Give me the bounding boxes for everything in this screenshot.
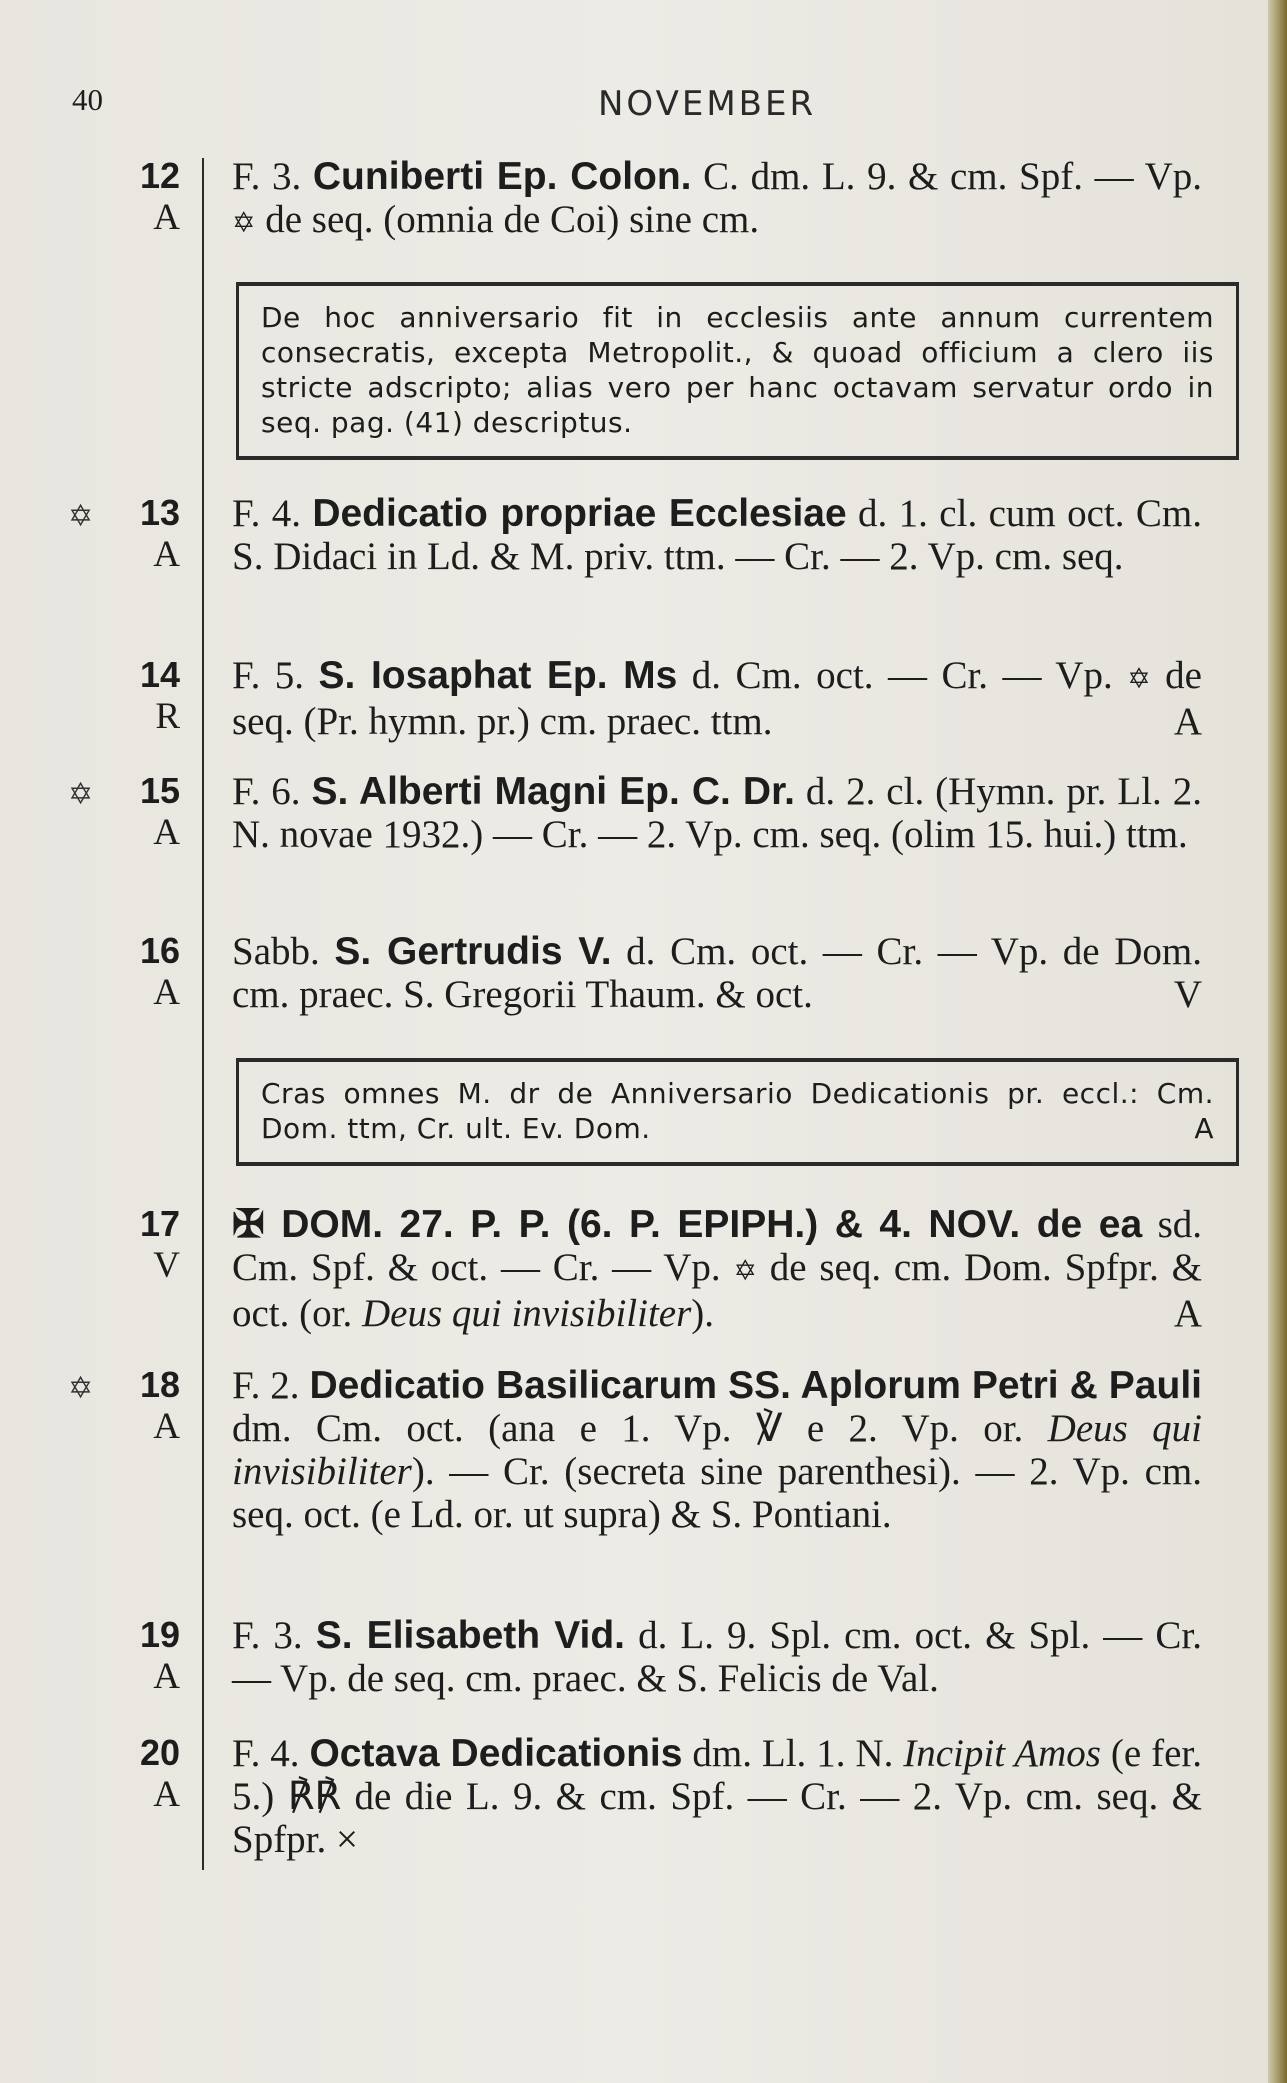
- entry-day-15: [232, 770, 1202, 856]
- rubric-text: ). — Cr. (secreta sine parenthesi). — 2. Vp. cm. seq. oct. (e Ld. or. ut supra) & S. Pontiani.: [232, 1450, 1202, 1536]
- day-letter: A: [153, 812, 180, 853]
- entry-day-18: [232, 1364, 1202, 1536]
- page-number: 40: [72, 82, 103, 117]
- day-letter: R: [155, 696, 180, 737]
- feria-label: F. 4.: [232, 492, 313, 535]
- day-marker: [60, 492, 180, 576]
- feast-title: Dedicatio Basilicarum SS. Aplorum Petri & Pauli: [309, 1364, 1202, 1407]
- entry-day-20: [232, 1732, 1202, 1861]
- rubric-text: de seq. cm. Dom. Spfpr. & oct. (or.: [232, 1246, 1202, 1335]
- day-number: 19: [139, 1614, 180, 1655]
- rubric-text: sd. Cm. Spf. & oct. — Cr. — Vp.: [232, 1203, 1203, 1289]
- feria-label: F. 5.: [232, 654, 319, 697]
- notice-text: Cras omnes M. dr de Anniversario Dedicationis pr. eccl.: Cm. Dom. ttm, Cr. ult. Ev. Dom.: [261, 1077, 1214, 1145]
- entry-day-12: [232, 155, 1202, 244]
- rubric-text: d. L. 9. Spl. cm. oct. & Spl. — Cr. — Vp. de seq. cm. praec. & S. Felicis de Val.: [232, 1614, 1202, 1700]
- entry-day-16: [232, 930, 1202, 1016]
- rubric-text: d. 2. cl. (Hymn. pr. Ll. 2. N. novae 1932.) — Cr. — 2. Vp. cm. seq. (olim 15. hui.) ttm.: [232, 770, 1202, 856]
- incipit-text: Incipit Amos: [903, 1732, 1101, 1775]
- feast-title: S. Elisabeth Vid.: [315, 1614, 626, 1657]
- colour-tag: A: [1173, 700, 1202, 743]
- incipit-text: Deus qui invisibiliter: [361, 1292, 692, 1335]
- feast-title: S. Gertrudis V.: [334, 930, 612, 973]
- day-marker: [60, 1203, 180, 1287]
- rubric-text: (e fer. 5.) ℟℟ de die L. 9. & cm. Spf. — Cr. — 2. Vp. cm. seq. & Spfpr. ×: [232, 1732, 1202, 1861]
- day-number: 20: [139, 1732, 180, 1773]
- day-marker: [60, 1614, 180, 1698]
- day-letter: A: [153, 1774, 180, 1815]
- day-letter: A: [153, 534, 180, 575]
- entry-day-17: [232, 1203, 1202, 1335]
- rubric-text: de seq. (omnia de Coi) sine cm.: [255, 198, 760, 241]
- rubric-text: d. 1. cl. cum oct. Cm. S. Didaci in Ld. & M. priv. ttm. — Cr. — 2. Vp. cm. seq.: [232, 492, 1202, 578]
- day-marker: [60, 930, 180, 1014]
- rubric-text: de seq. (Pr. hymn. pr.) cm. praec. ttm.: [232, 654, 1202, 743]
- notice-box: [236, 282, 1239, 460]
- day-number: 14: [139, 654, 180, 695]
- star-icon: ✡: [68, 499, 94, 534]
- entry-day-19: [232, 1614, 1202, 1700]
- star-icon: ✡: [232, 206, 256, 239]
- rubric-text: ).: [691, 1292, 715, 1335]
- colour-tag: A: [1194, 1112, 1214, 1145]
- star-icon: ✡: [68, 1371, 94, 1406]
- day-letter: A: [153, 1406, 180, 1447]
- rubric-text: C. dm. L. 9. & cm. Spf. — Vp.: [691, 155, 1202, 198]
- day-number: 15: [139, 770, 180, 811]
- feria-label: F. 2.: [232, 1364, 310, 1407]
- feria-label: F. 6.: [232, 770, 312, 813]
- feria-label: Sabb.: [232, 930, 335, 973]
- day-letter: A: [153, 972, 180, 1013]
- day-marker: [60, 155, 180, 239]
- notice-box: [236, 1058, 1239, 1166]
- feria-label: F. 4.: [232, 1732, 310, 1775]
- day-number: 13: [139, 492, 180, 533]
- column-rule: [202, 158, 204, 1870]
- cross-icon: ✠: [232, 1203, 265, 1246]
- day-letter: V: [153, 1245, 180, 1286]
- rubric-text: d. Cm. oct. — Cr. — Vp. de Dom. cm. praec. S. Gregorii Thaum. & oct.: [232, 930, 1202, 1016]
- feast-title: Octava Dedicationis: [309, 1732, 683, 1775]
- day-number: 12: [139, 155, 180, 196]
- rubric-text: d. Cm. oct. — Cr. — Vp.: [677, 654, 1128, 697]
- page-edge: [1268, 0, 1287, 2083]
- colour-tag: V: [1173, 973, 1202, 1016]
- day-marker: [60, 770, 180, 854]
- day-number: 16: [139, 930, 180, 971]
- day-number: 17: [139, 1203, 180, 1244]
- feria-label: F. 3.: [232, 155, 313, 198]
- day-marker: [60, 1732, 180, 1816]
- feast-title: Dedicatio propriae Ecclesiae: [312, 492, 847, 535]
- star-icon: ✡: [733, 1254, 757, 1287]
- entry-day-14: [232, 654, 1202, 743]
- feria-label: F. 3.: [232, 1614, 316, 1657]
- feast-title: S. Iosaphat Ep. Ms: [318, 654, 678, 697]
- colour-tag: A: [1173, 1292, 1202, 1335]
- feast-title: DOM. 27. P. P. (6. P. EPIPH.) & 4. NOV. de ea: [264, 1203, 1143, 1246]
- day-letter: A: [153, 1656, 180, 1697]
- day-number: 18: [139, 1364, 180, 1405]
- entry-day-13: [232, 492, 1202, 578]
- feast-title: Cuniberti Ep. Colon.: [312, 155, 692, 198]
- rubric-text: dm. Cm. oct. (ana e 1. Vp. ℣ e 2. Vp. or.: [232, 1407, 1048, 1450]
- day-marker: [60, 654, 180, 738]
- feast-title: S. Alberti Magni Ep. C. Dr.: [311, 770, 795, 813]
- star-icon: ✡: [1127, 662, 1151, 695]
- day-marker: [60, 1364, 180, 1448]
- day-letter: A: [153, 197, 180, 238]
- incipit-text: Deus qui invisibiliter: [232, 1407, 1202, 1493]
- notice-text: De hoc anniversario fit in ecclesiis ante annum currentem consecratis, excepta Metropolit., & quoad officium a clero iis stricte adscripto; alias vero per hanc octavam servatur ordo in seq. pag. (41) descriptus.: [261, 301, 1214, 439]
- star-icon: ✡: [68, 777, 94, 812]
- rubric-text: dm. Ll. 1. N.: [682, 1732, 904, 1775]
- running-head: NOVEMBER: [598, 84, 817, 124]
